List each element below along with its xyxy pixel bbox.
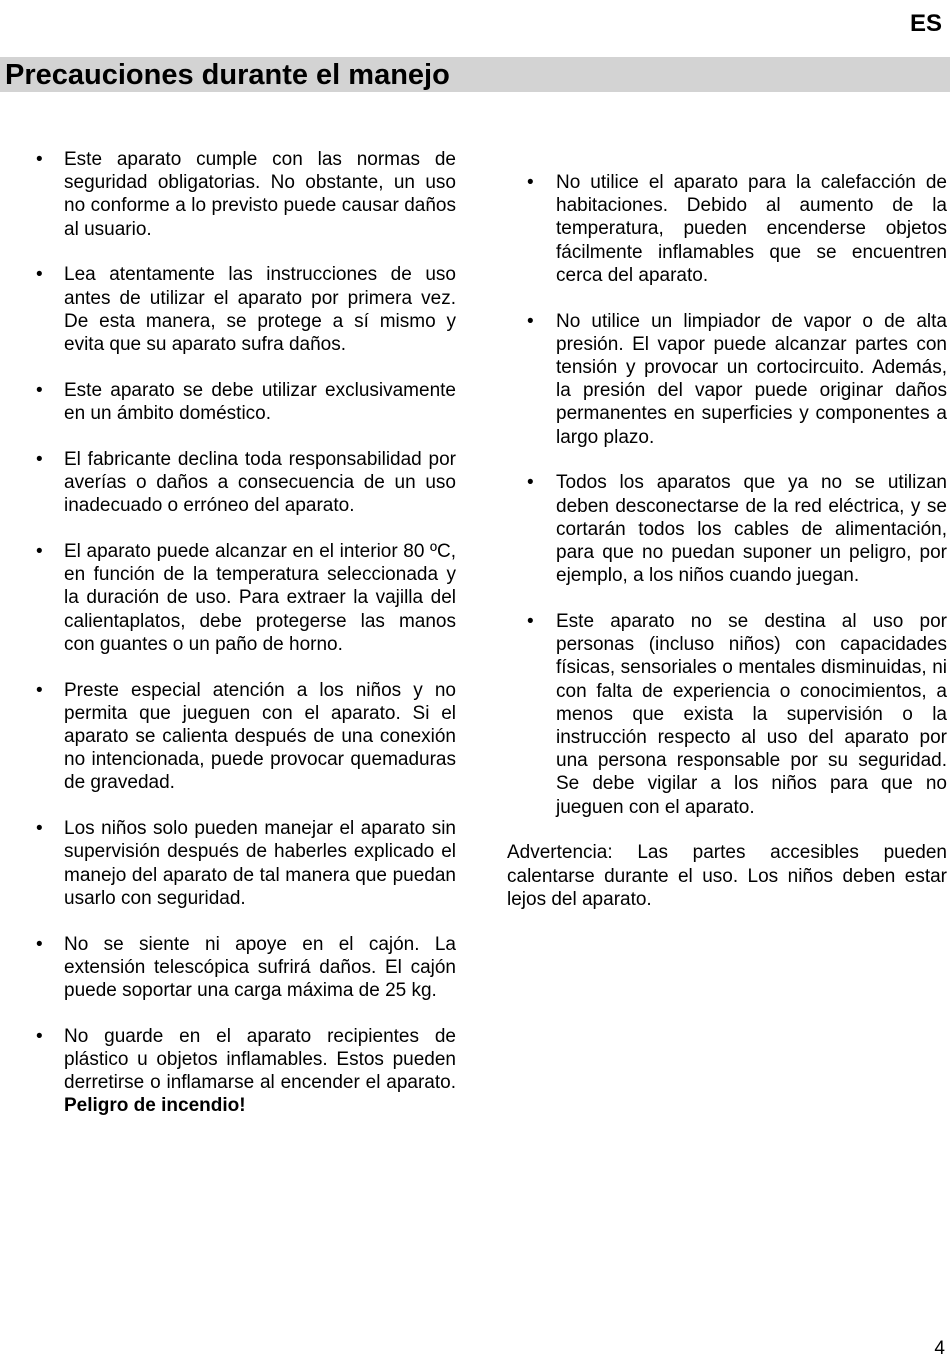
page-title: Precauciones durante el manejo [5,59,450,91]
fire-danger-warning: Peligro de incendio! [64,1095,246,1117]
left-column [36,148,456,1140]
list-item: • Preste especial atención a los niños y no permita que jueguen con el aparato. Si el aparato se calienta después de una conexión no intencionada, puede provocar quemaduras de gravedad. [36,679,456,795]
list-item: • El aparato puede alcanzar en el interior 80 ºC, en función de la temperatura seleccionada y la duración de uso. Para extraer la vajilla del calientaplatos, debe protegerse las manos con guantes o un paño de horno. [36,540,456,656]
list-item: • Este aparato no se destina al uso por personas (incluso niños) con capacidades físicas, sensoriales o mentales disminuidas, ni con falta de experiencia o conocimientos, a menos que exista la supervisión o la instrucción respecto al uso del aparato por una persona responsable por su seguridad. Se debe vigilar a los niños para que no jueguen con el aparato. [507,610,947,819]
list-item: • Los niños solo pueden manejar el aparato sin supervisión después de haberles explicado el manejo del aparato de tal manera que puedan usarlo con seguridad. [36,817,456,910]
left-bullet-list [36,148,456,1118]
right-column [507,171,947,911]
language-code: ES [909,10,942,37]
list-item: • No utilice un limpiador de vapor o de alta presión. El vapor puede alcanzar partes con tensión y provocar un cortocircuito. Además, la presión del vapor puede originar daños permanentes en superficies y componentes a largo plazo. [507,310,947,449]
list-item [36,1025,456,1118]
right-bullet-list [507,171,947,819]
list-item: • Este aparato cumple con las normas de seguridad obligatorias. No obstante, un uso no conforme a lo previsto puede causar daños al usuario. [36,148,456,241]
page-number: 4 [934,1338,945,1359]
list-item: • No se siente ni apoye en el cajón. La extensión telescópica sufrirá daños. El cajón puede soportar una carga máxima de 25 kg. [36,933,456,1003]
list-item: • El fabricante declina toda responsabilidad por averías o daños a consecuencia de un uso inadecuado o erróneo del aparato. [36,448,456,518]
list-item: • Este aparato se debe utilizar exclusivamente en un ámbito doméstico. [36,379,456,425]
list-item: • Todos los aparatos que ya no se utilizan deben desconectarse de la red eléctrica, y se cortarán todos los cables de alimentación, para que no puedan suponer un peligro, por ejemplo, a los niños cuando juegan. [507,471,947,587]
list-item-text: No guarde en el aparato recipientes de plástico u objetos inflamables. Estos pueden derretirse o inflamarse al encender el aparato. [64,1025,456,1094]
list-item: • No utilice el aparato para la calefacción de habitaciones. Debido al aumento de la temperatura, pueden encenderse objetos fácilmente inflamables que se encuentren cerca del aparato. [507,171,947,287]
title-bar [0,57,950,92]
list-item: • Lea atentamente las instrucciones de uso antes de utilizar el aparato por primera vez. De esta manera, se protege a sí mismo y evita que su aparato sufra daños. [36,263,456,356]
warning-note: Advertencia: Las partes accesibles pueden calentarse durante el uso. Los niños deben estar lejos del aparato. [507,842,947,910]
